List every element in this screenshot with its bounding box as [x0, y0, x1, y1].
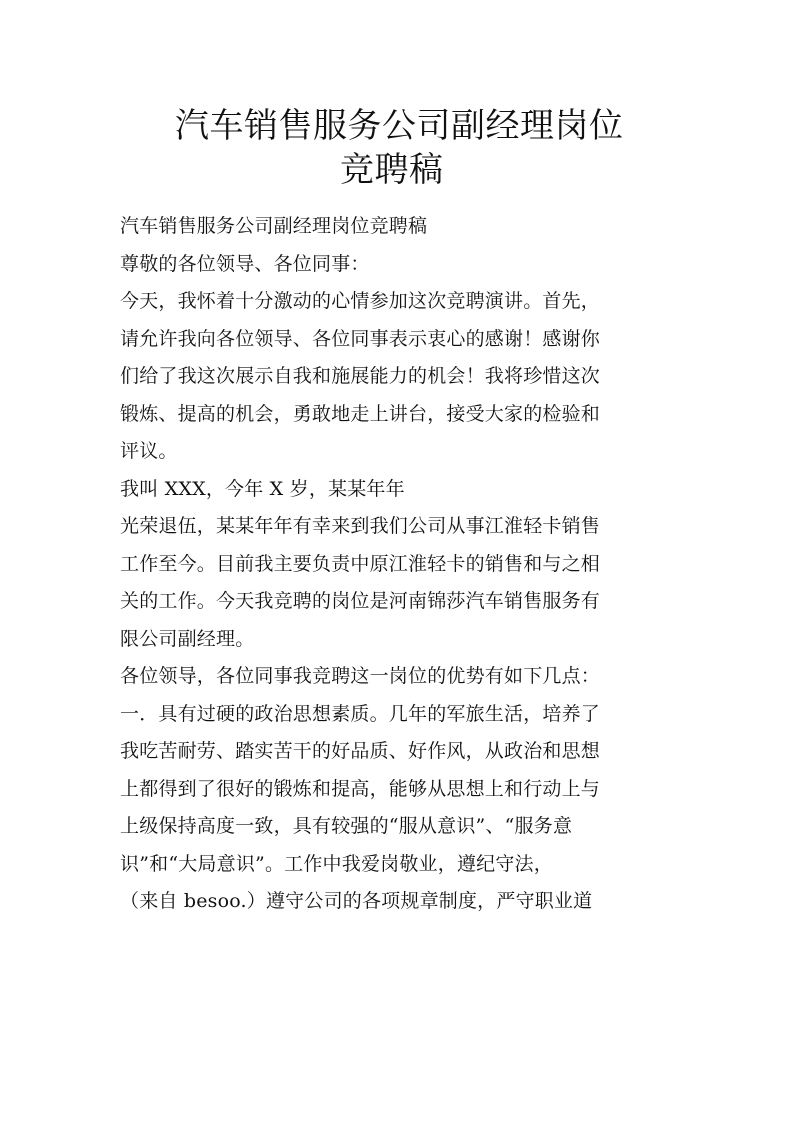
body-line: 工作至今。目前我主要负责中原江淮轻卡的销售和与之相: [120, 552, 601, 575]
body-line: 限公司副经理。: [120, 627, 255, 650]
body-line: 请允许我向各位领导、各位同事表示衷心的感谢！感谢你: [120, 327, 601, 350]
body-line: 锻炼、提高的机会，勇敢地走上讲台，接受大家的检验和: [120, 402, 601, 425]
body-line: 们给了我这次展示自我和施展能力的机会！我将珍惜这次: [120, 365, 601, 387]
document-body: [120, 208, 680, 921]
body-line: 各位领导，各位同事我竞聘这一岗位的优势有如下几点：: [120, 665, 601, 687]
body-line: 光荣退伍，某某年年有幸来到我们公司从事江淮轻卡销售: [120, 515, 601, 537]
body-line: 关的工作。今天我竞聘的岗位是河南锦莎汽车销售服务有: [120, 590, 601, 612]
body-line: 识”和“大局意识”。工作中我爱岗敬业，遵纪守法，: [120, 852, 553, 875]
body-line: 今天，我怀着十分激动的心情参加这次竞聘演讲。首先，: [120, 290, 601, 312]
document-title-line-1: 汽车销售服务公司副经理岗位: [175, 106, 624, 146]
body-line: 我叫 XXX，今年 X 岁，某某年年: [120, 477, 405, 500]
body-line: 汽车销售服务公司副经理岗位竞聘稿: [120, 215, 428, 237]
body-line: 一．具有过硬的政治思想素质。几年的军旅生活，培养了: [120, 702, 601, 725]
document-title-line-2: 竞聘稿: [340, 150, 444, 190]
body-line: 我吃苦耐劳、踏实苦干的好品质、好作风，从政治和思想: [120, 740, 601, 762]
body-line: 上都得到了很好的锻炼和提高，能够从思想上和行动上与: [120, 777, 601, 800]
body-line: （来自 besoo.）遵守公司的各项规章制度，严守职业道: [120, 890, 593, 912]
body-line: 尊敬的各位领导、各位同事：: [120, 252, 370, 275]
body-line: 上级保持高度一致，具有较强的“服从意识”、“服务意: [120, 815, 573, 837]
body-line: 评议。: [120, 440, 178, 462]
